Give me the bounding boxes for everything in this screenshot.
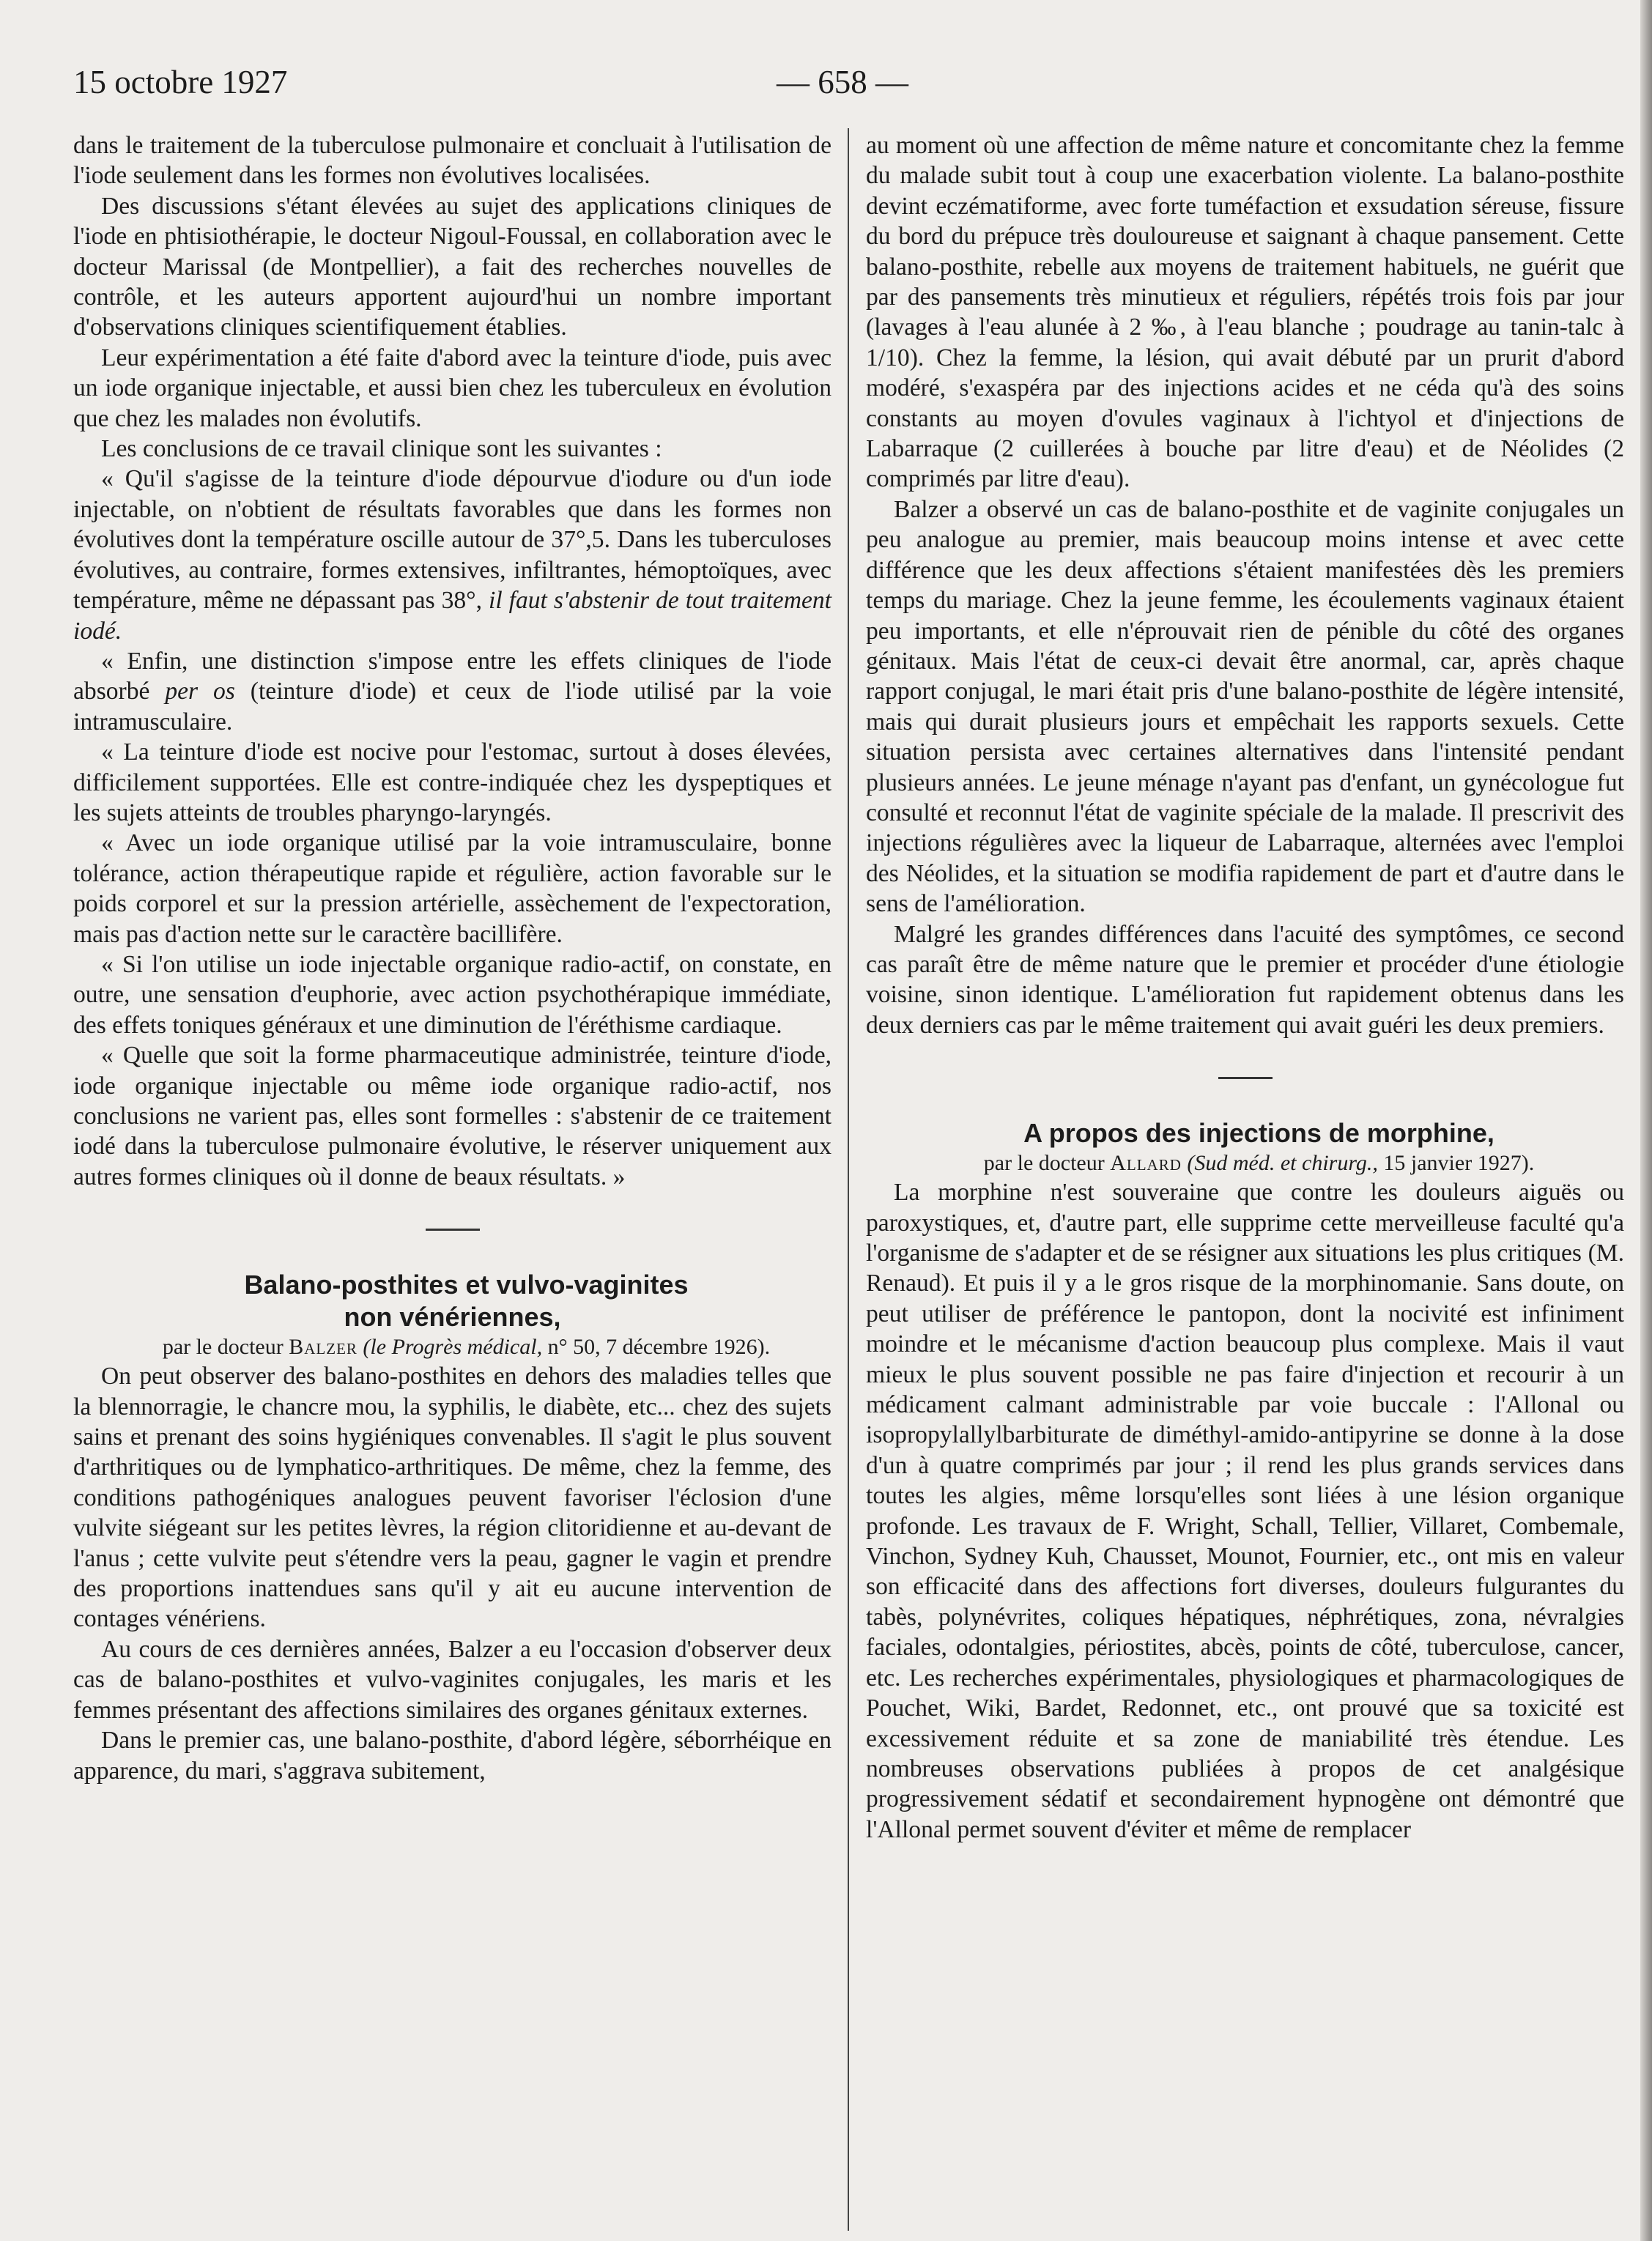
paragraph: Les conclusions de ce travail clinique sont les suivantes : [101,435,662,463]
paragraph: Au cours de ces dernières années, Balzer a eu l'occasion d'observer deux cas de balano-posthites et vulvo-vaginites conjugales, les maris et les femmes présentant des affections similaires des organes génitaux externes. [73,1635,831,1724]
byline-author: Balzer [289,1335,358,1360]
paragraph: au moment où une affection de même nature et concomitante chez la femme du malade subit tout à coup une exacerbation violente. La balano-posthite devint eczématiforme, avec forte tuméfaction et exsudation séreuse, fissure du bord du prépuce très douloureuse et saignant à chaque pansement. Cette balano-posthite, rebelle aux moyens de traitement habituels, ne guérit que par des pansements très minutieux et réguliers, répétés trois fois par jour (lavages à l'eau alunée à 2 ‰, à l'eau blanche ; poudrage au tanin-talc à 1/10). Chez la femme, la lésion, qui avait débuté par un prurit d'abord modéré, s'exaspéra par des injections acides et ne céda qu'à des soins constants au moyen d'ovules vaginaux à l'ichtyol et d'injections de Labarraque (2 cuillerées à bouche par litre d'eau) et de Néolides (2 comprimés par litre d'eau). [866,132,1624,493]
paragraph [73,464,831,645]
paragraph: dans le traitement de la tuberculose pulmonaire et concluait à l'utilisation de l'iode seulement dans les formes non évolutives localisées. [73,132,831,190]
article-balano-posthites [73,1269,831,1786]
issue-date: 15 octobre 1927 [73,64,288,100]
byline-source: (Sud méd. et chirurg., [1187,1151,1378,1176]
paragraph: Leur expérimentation a été faite d'abord avec la teinture d'iode, puis avec un iode organique injectable, et aussi bien chez les tuberculeux en évolution que chez les malades non évolutifs. [73,344,831,432]
article-byline [866,1149,1624,1177]
paragraph: Dans le premier cas, une balano-posthite, d'abord légère, séborrhéique en apparence, du mari, s'aggrava subitement, [73,1727,831,1785]
section-separator [1218,1077,1273,1079]
title-line: non vénériennes, [344,1302,561,1333]
latin-term: per os [165,678,235,705]
byline-source: (le Progrès médical, [363,1335,543,1360]
section-separator [426,1229,480,1231]
quote-text: (teinture d'iode) et ceux de l'iode utilisé par la voie intramusculaire. [73,678,831,736]
quote-text: « Enfin, une distinction s'impose entre les effets cliniques de l'iode absorbé [73,647,831,705]
paragraph: La morphine n'est souveraine que contre les douleurs aiguës ou paroxystiques, et, d'autre part, elle supprime cette merveilleuse faculté qu'a l'organisme de s'adapter et de se résigner aux situations les plus critiques (M. Renaud). Et puis il y a le gros risque de la morphinomanie. Sans doute, on peut utiliser de préférence le pantopon, dont la nocivité est infiniment moindre et le mécanisme d'action beaucoup plus complexe. Mais il vaut mieux le plus souvent possible ne pas faire d'injection et recourir à un médicament calmant administrable par voie buccale : l'Allonal ou isopropylallylbarbiturate de diméthyl-amido-antipyrine se donne à la dose d'un à quatre comprimés par jour ; il rend les plus grands services dans toutes les algies, même lorsqu'elles sont liées à une lésion organique profonde. Les travaux de F. Wright, Schall, Tellier, Villaret, Combemale, Vinchon, Sydney Kuh, Chausset, Mounot, Fournier, etc., ont mis en valeur son efficacité dans des affections fort diverses, douleurs fulgurantes du tabès, polynévrites, coliques hépatiques, néphrétiques, zona, névralgies faciales, odontalgies, périostites, abcès, points de côté, tuberculose, cancer, etc. Les recherches expérimentales, physiologiques et pharmacologiques de Pouchet, Wiki, Bardet, Redonnet, etc., ont prouvé que sa toxicité est excessivement réduite et sa zone de maniabilité très étendue. Les nombreuses observations publiées à propos de cet analgésique progressivement sédatif et secondairement hypnogène ont démontré que l'Allonal permet souvent d'éviter et même de remplacer [866,1179,1624,1843]
paragraph [73,646,831,737]
paragraph: « Si l'on utilise un iode injectable organique radio-actif, on constate, en outre, une sensation d'euphorie, avec action psychothérapique immédiate, des effets toniques généraux et une diminution de l'éréthisme cardiaque. [73,950,831,1039]
paragraph: Malgré les grandes différences dans l'acuité des symptômes, ce second cas paraît être de même nature que le premier et procéder d'une étiologie voisine, sinon identique. L'amélioration fut rapidement obtenus dans les deux derniers cas par le même traitement qui avait guéri les deux premiers. [866,920,1624,1039]
page-number: — 658 — [777,64,908,100]
article-byline [73,1333,831,1361]
byline-text: n° 50, 7 décembre 1926). [547,1335,771,1360]
page-edge-shadow [1640,0,1652,2241]
article-title [73,1269,831,1333]
running-head [73,63,1626,114]
byline-text: par le docteur [162,1335,284,1360]
paragraph: Des discussions s'étant élevées au sujet des applications cliniques de l'iode en phtisiothérapie, le docteur Nigoul-Foussal, en collaboration avec le docteur Marissal (de Montpellier), a fait des recherches nouvelles de contrôle, et les auteurs apportent aujourd'hui un nombre important d'observations cliniques scientifiquement établies. [73,192,831,341]
quote-text: « Qu'il s'agisse de la teinture d'iode dépourvue d'iodure ou d'un iode injectable, on n'obtient de résultats favorables que dans les formes non évolutives dont la température oscille autour de 37°,5. Dans les tuberculoses évolutives, au contraire, formes extensives, infiltrantes, hémoptoïques, avec température, même ne dépassant pas 38°, [73,465,831,615]
paragraph: « Quelle que soit la forme pharmaceutique administrée, teinture d'iode, iode organique injectable ou même iode organique radio-actif, nos conclusions ne varient pas, elles sont formelles : s'abstenir de ce traitement iodé dans la tuberculose pulmonaire évolutive, le réserver uniquement aux autres formes cliniques où il donne de beaux résultats. » [73,1042,831,1190]
quote-emphasis: il faut s'abstenir de tout traitement iodé. [73,587,831,645]
byline-text: 15 janvier 1927). [1383,1151,1535,1176]
article-title: A propos des injections de morphine, [1023,1118,1494,1149]
byline-text: par le docteur [983,1151,1105,1176]
left-column [73,130,831,1786]
paragraph: « Avec un iode organique utilisé par la voie intramusculaire, bonne tolérance, action thérapeutique rapide et régulière, action favorable sur le poids corporel et sur la pression artérielle, assèchement de l'expectoration, mais pas d'action nette sur le caractère bacillifère. [73,829,831,948]
right-column [866,130,1624,1845]
paragraph: Balzer a observé un cas de balano-posthite et de vaginite conjugales un peu analogue au premier, mais beaucoup moins intense et avec cette différence que les deux affections s'étaient manifestées dès les premiers temps du mariage. Chez la jeune femme, les écoulements vaginaux étaient peu importants, et elle n'éprouvait rien de pénible du côté des organes génitaux. Mais l'état de ceux-ci devait être anormal, car, après chaque rapport conjugal, le mari était pris d'une balano-posthite de légère intensité, mais qui durait plusieurs jours et empêchait les rapports sexuels. Cette situation persista avec certaines alternatives dans l'intensité pendant plusieurs années. Le jeune ménage n'ayant pas d'enfant, un gynécologue fut consulté et reconnut l'état de vaginite spéciale de la malade. Il prescrivit des injections régulières avec la liqueur de Labarraque, alternées avec l'emploi des Néolides, et la situation se modifia rapidement de part et d'autre dans le sens de l'amélioration. [866,495,1624,918]
paragraph: On peut observer des balano-posthites en dehors des maladies telles que la blennorragie, le chancre mou, la syphilis, le diabète, etc... chez des sujets sains et prenant des soins hygiéniques convenables. Il s'agit le plus souvent d'arthritiques ou de lymphatico-arthritiques. De même, chez la femme, des conditions pathogéniques analogues peuvent favoriser l'éclosion d'une vulvite siégeant sur les petites lèvres, la région clitoridienne et au-devant de l'anus ; cette vulvite peut s'étendre vers la peau, gagner le vagin et prendre des proportions inattendues sans qu'il y ait eu aucune intervention de contages vénériens. [73,1363,831,1633]
byline-author: Allard [1110,1151,1182,1176]
article-morphine [866,1117,1624,1845]
column-rule [848,128,849,2231]
paragraph: « La teinture d'iode est nocive pour l'estomac, surtout à doses élevées, difficilement supportées. Elle est contre-indiquée chez les dyspeptiques et les sujets atteints de troubles pharyngo-laryngés. [73,738,831,826]
title-line: Balano-posthites et vulvo-vaginites [244,1270,689,1300]
